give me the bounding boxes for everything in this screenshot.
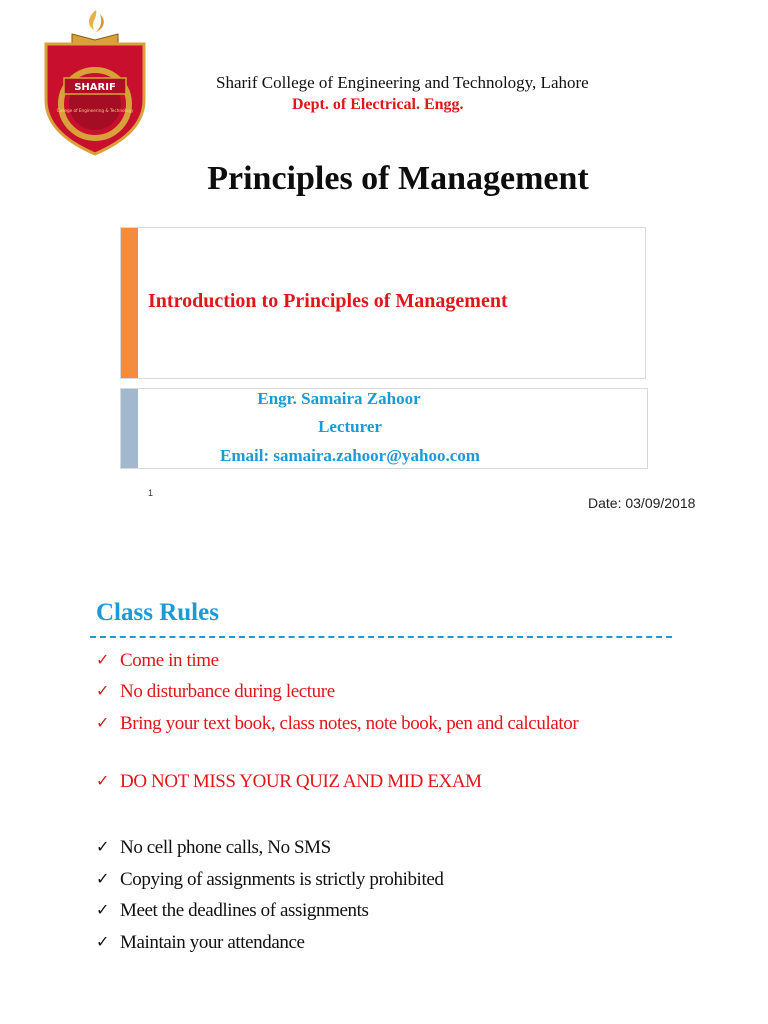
rule-text: No cell phone calls, No SMS (120, 837, 331, 858)
logo-ring-text: College of Engineering & Technology (56, 108, 134, 113)
rule-item (96, 679, 616, 705)
page-number: 1 (148, 488, 154, 498)
date-label: Date: 03/09/2018 (588, 495, 696, 511)
subtitle: Introduction to Principles of Management (148, 290, 508, 312)
rule-item (96, 769, 616, 795)
page-title: Principles of Management (207, 160, 589, 197)
department-name: Dept. of Electrical. Engg. (292, 96, 464, 113)
logo-text: SHARIF (74, 82, 116, 93)
check-icon: ✓ (96, 902, 110, 919)
subtitle-accent-bar (121, 228, 138, 378)
instructor-role: Lecturer (318, 417, 382, 436)
rule-text: Come in time (120, 650, 219, 671)
rule-item (96, 835, 616, 861)
check-icon: ✓ (96, 934, 110, 951)
check-icon: ✓ (96, 839, 110, 856)
check-icon: ✓ (96, 871, 110, 888)
class-rules-heading: Class Rules (96, 599, 219, 626)
check-icon: ✓ (96, 773, 110, 790)
rule-text: Copying of assignments is strictly prohibited (120, 869, 444, 890)
check-icon: ✓ (96, 683, 110, 700)
rule-item (96, 867, 616, 893)
subtitle-box (120, 227, 646, 379)
instructor-name: Engr. Samaira Zahoor (257, 389, 421, 408)
check-icon: ✓ (96, 715, 110, 732)
rule-text: Meet the deadlines of assignments (120, 900, 369, 921)
rule-item (96, 930, 616, 956)
rule-text: DO NOT MISS YOUR QUIZ AND MID EXAM (120, 771, 482, 792)
college-logo (38, 4, 152, 156)
rule-item (96, 898, 616, 924)
instructor-email: Email: samaira.zahoor@yahoo.com (220, 446, 480, 465)
instructor-box (120, 388, 648, 469)
college-name: Sharif College of Engineering and Technology, Lahore (216, 73, 589, 92)
class-rules-divider (90, 636, 672, 638)
rule-item (96, 711, 596, 737)
rule-item (96, 648, 616, 674)
rule-text: Bring your text book, class notes, note book, pen and calculator (120, 713, 579, 734)
check-icon: ✓ (96, 652, 110, 669)
rule-text: No disturbance during lecture (120, 681, 335, 702)
rule-text: Maintain your attendance (120, 932, 305, 953)
